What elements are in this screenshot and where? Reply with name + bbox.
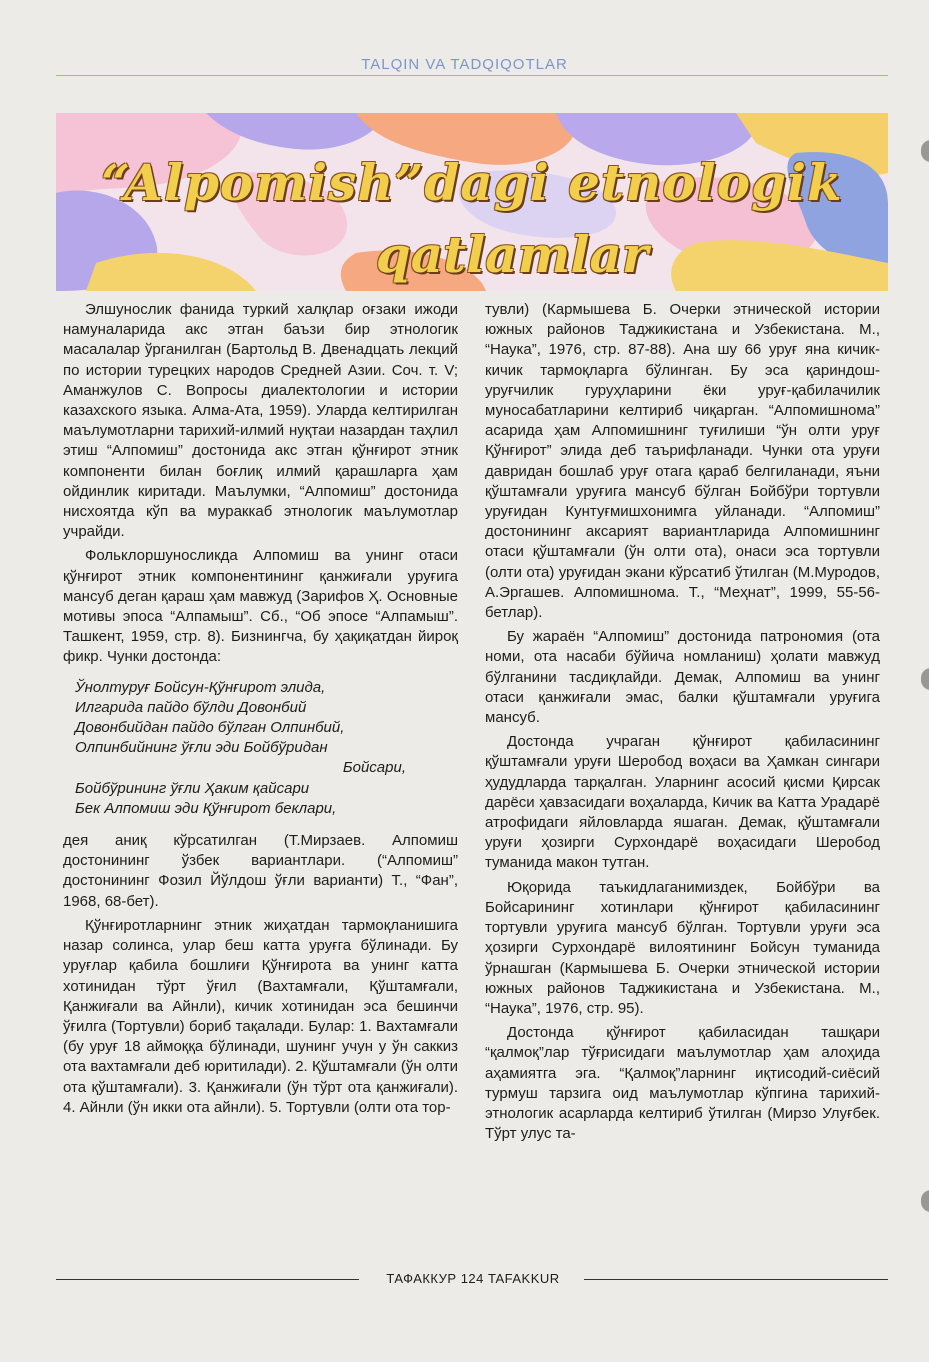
poem-quote: [75, 678, 458, 819]
section-title: TALQIN VA TADQIQOTLAR: [361, 56, 568, 73]
article-title-line2: qatlamlar: [375, 225, 649, 284]
article-title-line1: “Alpomish”dagi etnologik: [101, 153, 843, 212]
paragraph: Достонда учраган қўнғирот қабиласининг қўштамғали уруғи Шеробод воҳаси ва Ҳамкан сингари ҳудудларда тарқалган. Уларнинг асосий қисми Қирсак дарёси ҳавзасидаги воҳаларда, Кичик ва Катта Урадарё атрофидаги яйловларда яшаган. Демак, қўштамғали уруғи ҳозирги Сурхондарё воҳасидаги Шеробод туманида макон тутган.: [485, 733, 880, 872]
paragraph: дея аниқ кўрсатилган (Т.Мирзаев. Алпомиш достонининг ўзбек вариантлари. (“Алпомиш” достонининг Фозил Йўлдош ўғли варианти) Т., “Фан”, 1968, 68-бет).: [63, 832, 458, 910]
paragraph: Фольклоршуносликда Алпомиш ва унинг отаси қўнғирот этник компонентининг қанжиғали уруғига мансуб деган қараш ҳам мавжуд (Зарифов Ҳ. Основные мотивы эпоса “Алпамыш”. Сб., “Об эпосе “Алпамыш”. Ташкент, 1959, стр. 8). Бизнингча, бу ҳақиқатдан йироқ фикр. Чунки достонда:: [63, 547, 458, 666]
header-rule: [56, 75, 888, 76]
binding-ring: [921, 668, 929, 690]
paragraph: Достонда қўнғирот қабиласидан ташқари “қалмоқ”лар тўғрисидаги маълумотлар ҳам алоҳида аҳамиятга эга. “Қалмоқ”ларнинг иқтисодий-сиёсий турмуш тарзига оид маълумотлар кўпгина тарихий-этнологик асарларда келтириб ўтилган (Мирзо Улуғбек. Тўрт улус та-: [485, 1024, 880, 1143]
poem-line: Ўнолтуруғ Бойсун-Қўнғирот элида,: [75, 678, 326, 696]
poem-line: Бойбўрининг ўғли Ҳаким қайсари: [75, 779, 310, 797]
binding-ring: [921, 140, 929, 162]
paragraph: Бу жараён “Алпомиш” достонида патрономия (ота номи, ота насаби бўйича номланиш) ҳолати мавжуд бўлганини тасдиқлайди. Демак, Алпомиш ва унинг отаси қанжиғали эмас, балки қўштамғали уруғига мансуб.: [485, 628, 880, 727]
paragraph: Элшунослик фанида туркий халқлар оғзаки ижоди намуналарида акс этган баъзи бир этнологик масалалар ўрганилган (Бартольд В. Двенадцать лекций по истории турецких народов Средней Азии. Соч. т. V; Аманжулов С. Вопросы диалектологии и истории казахского языка. Алма-Ата, 1959). Уларда келтирилган маълумотларни тарихий-илмий нуқтаи назардан таҳлил этиш “Алпомиш” достонида акс этган қўнғирот этник компоненти билан боғлиқ илмий қарашларга ҳам ойдинлик киритади. Маълумки, “Алпомиш” достонида нисхоятда кўп ва мураккаб этнологик маълумотлар учрайди.: [63, 301, 458, 541]
poem-line: Бойсари,: [342, 759, 406, 777]
poem-line: Бек Алпомиш эди Қўнғирот беклари,: [75, 799, 337, 817]
paragraph: Юқорида таъкидлаганимиздек, Бойбўри ва Бойсарининг хотинлари қўнғирот қабиласининг тортувли уруғига мансуб бўлган. Тортувли уруғи эса ҳозирги Сурхондарё вилоятининг Бойсун туманида ўрнашган (Кармышева Б. Очерки этнической истории южных районов Таджикистана и Узбекистана. М., “Наука”, 1976, стр. 95).: [485, 878, 880, 1017]
page-footer: [56, 1269, 888, 1291]
poem-line: Довонбийдан пайдо бўлган Олпинбий,: [75, 719, 345, 737]
title-banner: [56, 113, 888, 291]
paragraph: Қўнғиротларнинг этник жиҳатдан тармоқланишига назар солинса, улар беш катта уруғга бўлинади. Бу уруғлар қабила бошлиғи Қўнғирота ва унинг катта хотинидан тўрт ўғил (Вахтамғали, Қўштамғали, Қанжиғали ва Айнли), кичик хотинидан эса бешинчи ўғилга (Тортувли) бориб тақалади. Булар: 1. Вахтамғали (бу уруғ 18 аймоққа бўлинади, шунинг учун у ўн саккиз ота вахтамғали деб юритилади). 2. Қўштамғали (ўн олти ота қўштамғали). 3. Қанжиғали (ўн тўрт ота қанжиғали). 4. Айнли (ўн икки ота айнли). 5. Тортувли (олти ота тор-: [63, 916, 458, 1116]
poem-line: Олпинбийнинг ўғли эди Бойбўридан: [75, 739, 328, 757]
paragraph: тувли) (Кармышева Б. Очерки этнической истории южных районов Таджикистана и Узбекистана. М., “Наука”, 1976, стр. 87-88). Ана шу 66 уруғ яна кичик-кичик тармоқларга бўлинган. Бу эса қариндош-уруғчилик гуруҳларини ёки уруғ-қабилачилик муносабатларини келтириб чиқарган. “Алпомишнома” асарида ҳам Алпомишнинг туғилиши “ўн олти уруғ Қўнғирот” элида деб таърифланади. Чунки ота уруғи давридан бошлаб уруғ отага қараб белгиланади, яъни қўштамғали уруғига мансуб бўлган Бойбўри тортувли уруғидан Кунтуғмишхонимга уйланади. “Алпомиш” достонининг аксарият вариантларида Алпомишнинг отаси қўштамғали (ўн олти ота), онаси эса тортувли (олти ота) уруғидан экани кўрсатиб ўтилган (М.Муродов, А.Эргашев. Алпомишнома. Т., “Меҳнат”, 1999, 55-56-бетлар).: [485, 301, 880, 622]
right-column: [485, 300, 880, 1144]
footer-rule-right: [584, 1279, 888, 1280]
footer-text: ТАФАККУР 124 TAFAKKUR: [386, 1271, 560, 1286]
binding-ring: [921, 1190, 929, 1212]
left-column: [63, 300, 458, 1118]
footer-rule-left: [56, 1279, 359, 1280]
poem-line: Илгарида пайдо бўлди Довонбий: [75, 698, 307, 716]
